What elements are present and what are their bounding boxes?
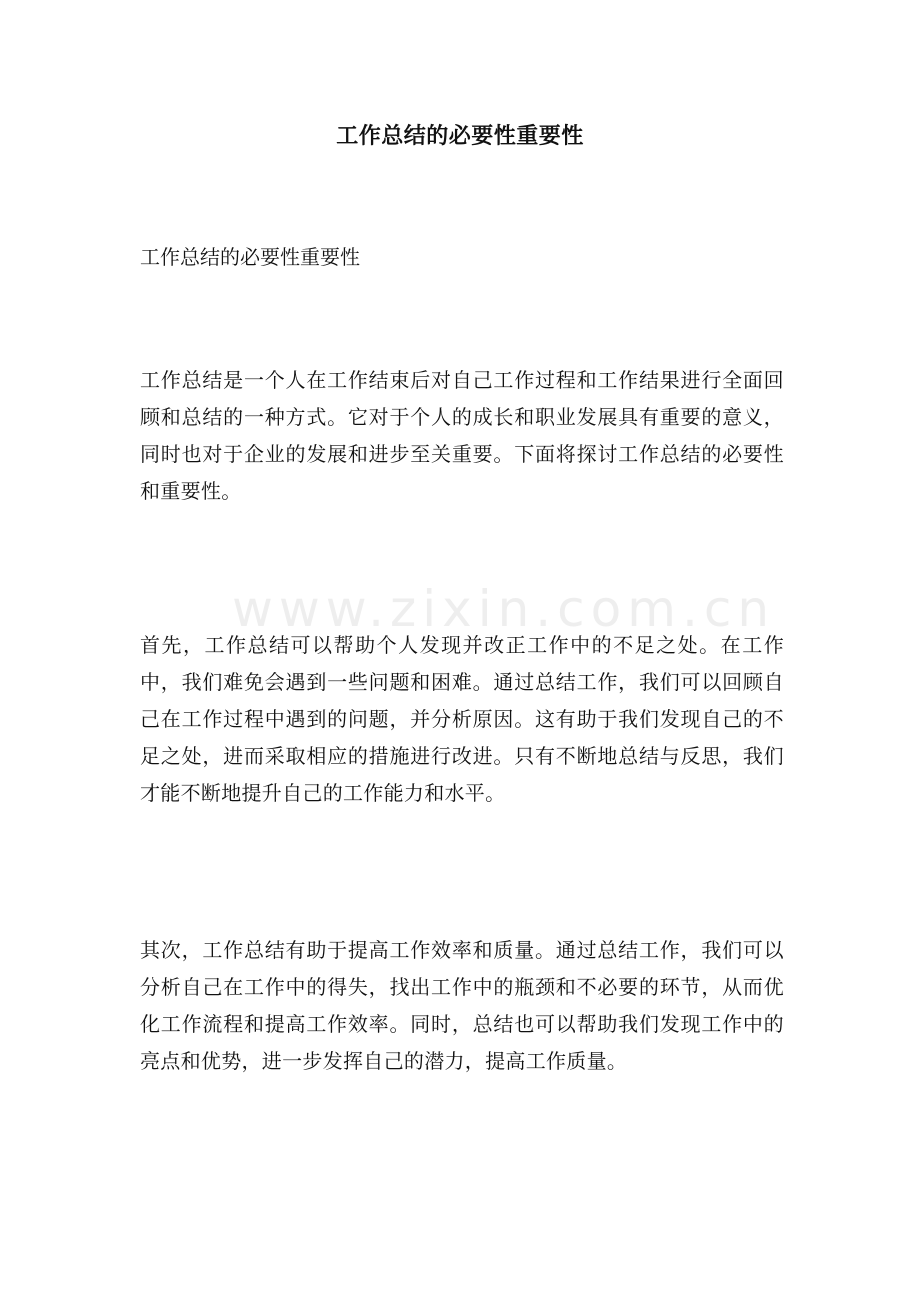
paragraph-second-point: 其次，工作总结有助于提高工作效率和质量。通过总结工作，我们可以分析自己在工作中的得失，找出工作中的瓶颈和不必要的环节，从而优化工作流程和提高工作效率。同时，总结也可以帮助我们发现工作中的亮点和优势，进一步发挥自己的潜力，提高工作质量。 xyxy=(140,938,784,1073)
watermark: www.zixin.com.cn xyxy=(232,580,776,638)
paragraph-first-point: 首先，工作总结可以帮助个人发现并改正工作中的不足之处。在工作中，我们难免会遇到一些问题和困难。通过总结工作，我们可以回顾自己在工作过程中遇到的问题，并分析原因。这有助于我们发现自己的不足之处，进而采取相应的措施进行改进。只有不断地总结与反思，我们才能不断地提升自己的工作能力和水平。 xyxy=(140,633,784,805)
page-title: 工作总结的必要性重要性 xyxy=(336,123,584,149)
document-subtitle: 工作总结的必要性重要性 xyxy=(140,245,360,269)
paragraph-intro: 工作总结是一个人在工作结束后对自己工作过程和工作结果进行全面回顾和总结的一种方式。它对于个人的成长和职业发展具有重要的意义，同时也对于企业的发展和进步至关重要。下面将探讨工作总结的必要性和重要性。 xyxy=(140,368,784,503)
